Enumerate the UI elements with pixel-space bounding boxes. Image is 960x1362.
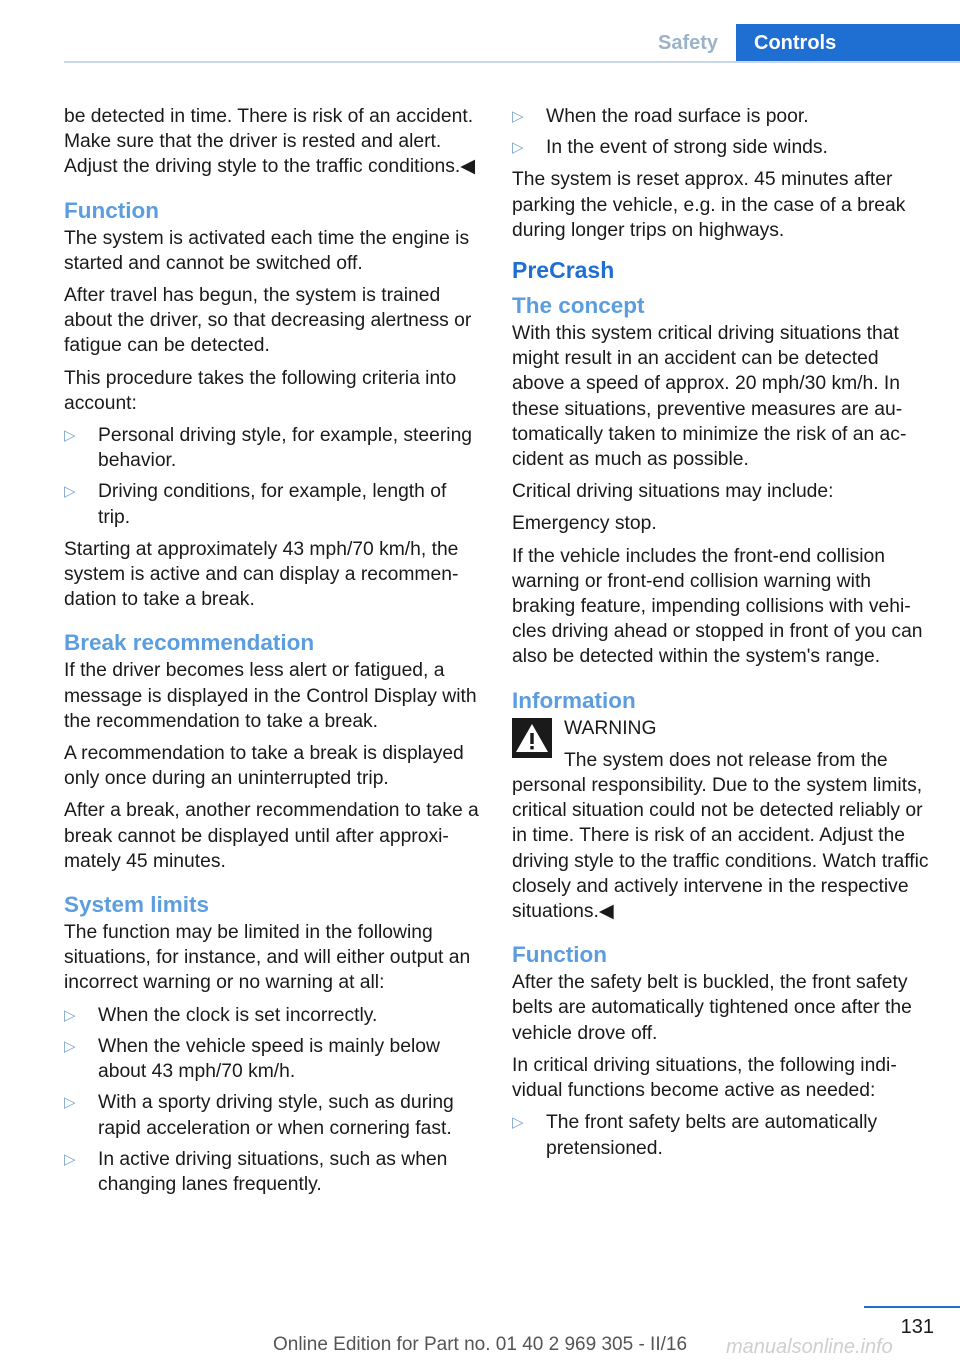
warning-block [512, 716, 932, 925]
triangle-bullet-icon: ▷ [512, 108, 524, 125]
function-paragraph-4: Starting at approximately 43 mph/70 km/h, the system is active and can display a recommendation to take a break. [64, 538, 459, 611]
triangle-bullet-icon: ▷ [64, 1150, 76, 1168]
warning-text: The system does not release from the personal responsibility. Due to the system limits, critical situation could not be detected reliably or in time. There is risk of an accident. Adjust the driving style to the traffic conditions. Watch traffic closely and actively intervene in the respective situations.◀ [512, 749, 929, 923]
triangle-bullet-icon: ▷ [64, 483, 76, 501]
function-paragraph-1: The system is activated each time the engine is started and cannot be switched off. [64, 227, 470, 274]
break-paragraph-1: If the driver becomes less alert or fatigued, a message is displayed in the Control Display with the recommendation to take a break. [64, 660, 477, 732]
triangle-bullet-icon: ▷ [64, 1094, 76, 1112]
warning-triangle-icon [512, 718, 552, 758]
page-number: 131 [900, 1316, 934, 1338]
tab-controls[interactable]: Controls [736, 24, 960, 62]
function-paragraph-3: This procedure takes the following criteria into account: [64, 367, 457, 414]
footer-rule [864, 1306, 960, 1308]
function-heading-precrash: Function [512, 942, 607, 968]
triangle-bullet-icon: ▷ [512, 139, 524, 157]
limits-list [64, 1003, 480, 1197]
list-item: ▷ When the road surface is poor. [512, 104, 932, 129]
end-mark: ◀ [598, 901, 614, 923]
header-rule [64, 61, 960, 63]
list-item: ▷ Driving conditions, for example, length of trip. [64, 481, 447, 528]
triangle-bullet-icon: ▷ [512, 1114, 524, 1132]
functions-list [512, 1110, 932, 1160]
triangle-bullet-icon: ▷ [64, 427, 76, 445]
list-item: ▷ The front safety belts are automatically pretensioned. [512, 1112, 878, 1159]
concept-paragraph-4: If the vehicle includes the front-end collision warning or front-end collision warning with braking feature, impending collisions with vehicles driving ahead or stopped in front of you can also be detected within the system's range. [512, 545, 923, 668]
information-heading: Information [512, 687, 636, 713]
precrash-function-paragraph-1: After the safety belt is buckled, the front safety belts are automatically tightened once after the vehicle drove off. [512, 972, 912, 1044]
reset-paragraph: The system is reset approx. 45 minutes after parking the vehicle, e.g. in the case of a break during longer trips on highways. [512, 169, 906, 241]
list-item: ▷ In active driving situations, such as when changing lanes frequently. [64, 1148, 448, 1195]
watermark: manualsonline.info [726, 1336, 893, 1358]
concept-heading: The concept [512, 293, 645, 319]
function-paragraph-2: After travel has begun, the system is trained about the driver, so that decreasing alertness or fatigue can be detected. [64, 285, 472, 357]
system-limits-heading: System limits [64, 892, 210, 918]
concept-paragraph-1: With this system critical driving situations that might result in an accident can be detected above a speed of approx. 20 mph/30 km/h. In these situations, preventive measures are automatically taken to minimize the risk of an accident as much as possible. [512, 323, 907, 471]
edition-footer: Online Edition for Part no. 01 40 2 969 305 - II/16 [272, 1334, 688, 1355]
break-paragraph-2: A recommendation to take a break is displayed only once during an uninterrupted trip. [64, 743, 464, 790]
list-item: ▷ In the event of strong side winds. [512, 135, 932, 160]
precrash-function-paragraph-2: In critical driving situations, the following individual functions become active as needed: [512, 1054, 897, 1102]
break-paragraph-3: After a break, another recommendation to take a break cannot be displayed until after approximately 45 minutes. [64, 800, 479, 872]
end-mark: ◀ [460, 156, 476, 178]
list-item: ▷ When the vehicle speed is mainly below about 43 mph/70 km/h. [64, 1035, 440, 1083]
right-column [512, 104, 932, 1168]
warning-title: WARNING [564, 717, 657, 739]
list-item: ▷ When the clock is set incorrectly. [64, 1003, 480, 1028]
triangle-bullet-icon: ▷ [64, 1037, 76, 1055]
left-column [64, 104, 480, 1204]
list-item: ▷ Personal driving style, for example, steering behavior. [64, 425, 473, 472]
precrash-heading: PreCrash [512, 257, 615, 284]
concept-paragraph-3: Emergency stop. [512, 513, 657, 535]
limits-list-continued [512, 104, 932, 160]
list-item: ▷ With a sporty driving style, such as during rapid acceleration or when cornering fast. [64, 1092, 454, 1139]
function-heading: Function [64, 197, 159, 223]
intro-paragraph: be detected in time. There is risk of an accident. Make sure that the driver is rested and alert. Adjust the driving style to the traffic conditions.◀ [64, 106, 476, 178]
limits-paragraph: The function may be limited in the following situations, for instance, and will either output an incorrect warning or no warning at all: [64, 922, 471, 994]
header-tabs [640, 24, 960, 62]
break-recommendation-heading: Break recommendation [64, 630, 315, 656]
triangle-bullet-icon: ▷ [64, 1006, 76, 1024]
criteria-list [64, 423, 480, 530]
concept-paragraph-2: Critical driving situations may include: [512, 481, 834, 503]
tab-safety[interactable]: Safety [657, 32, 719, 54]
